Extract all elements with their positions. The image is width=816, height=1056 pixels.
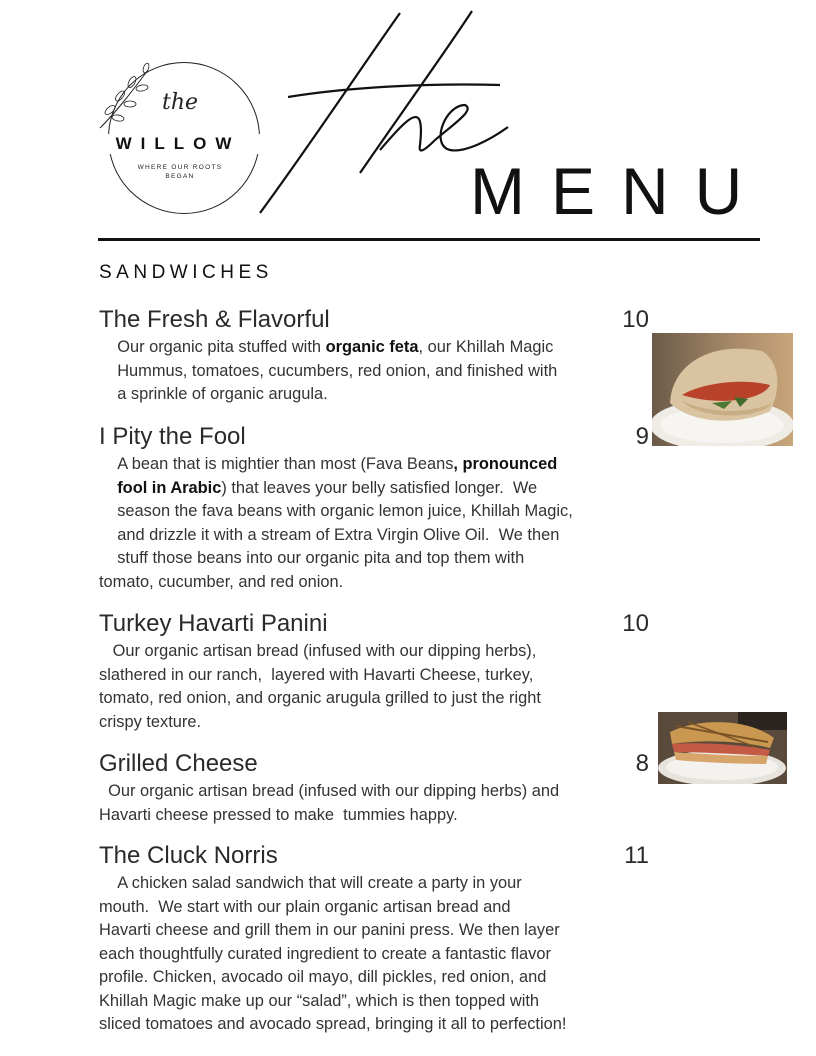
item-name: The Cluck Norris	[99, 842, 278, 869]
item-price: 10	[622, 610, 649, 637]
item-price: 11	[624, 842, 649, 869]
menu-item-grilled-cheese	[99, 751, 649, 827]
pita-sandwich-photo	[652, 333, 793, 446]
menu-item-i-pity-the-fool	[99, 424, 649, 594]
menu-title: MENU	[470, 154, 769, 228]
item-description: A chicken salad sandwich that will create a party in your mouth. We start with our plain organic artisan bread and Havarti cheese and grill them in our panini press. We then layer each thoughtfully curated ingredient to create a fantastic flavor profile. Chicken, avocado oil mayo, dill pickles, red onion, and Khillah Magic make up our “salad”, which is then topped with sliced tomatoes and avocado spread, bringing it all to perfection!	[99, 874, 567, 1033]
item-price: 10	[622, 306, 649, 333]
logo-tagline: WHERE OUR ROOTS BEGAN	[137, 164, 223, 180]
item-price: 8	[635, 750, 649, 777]
item-name: Turkey Havarti Panini	[99, 610, 328, 637]
willow-logo	[88, 60, 268, 220]
panini-photo	[658, 712, 787, 784]
item-name: The Fresh & Flavorful	[99, 306, 330, 333]
logo-script-word: the	[162, 90, 199, 115]
item-description: Our organic artisan bread (infused with our dipping herbs) and Havarti cheese pressed to make tummies happy.	[99, 782, 560, 824]
menu-item-cluck-norris	[99, 843, 649, 1037]
item-description: Our organic artisan bread (infused with our dipping herbs), slathered in our ranch, layered with Havarti Cheese, turkey, tomato, red onion, and organic arugula grilled to just the right crispy texture.	[99, 642, 541, 731]
item-name: I Pity the Fool	[99, 423, 246, 450]
logo-brand-name: WILLOW	[90, 134, 266, 154]
section-title-sandwiches: SANDWICHES	[99, 262, 273, 283]
menu-item-fresh-flavorful	[99, 307, 649, 407]
item-name: Grilled Cheese	[99, 750, 258, 777]
header-divider	[98, 238, 760, 241]
menu-item-turkey-havarti-panini	[99, 611, 649, 734]
item-description: A bean that is mightier than most (Fava Beans, pronounced fool in Arabic) that leaves your belly satisfied longer. We season the fava beans with organic lemon juice, Khillah Magic, and drizzle it with a stream of Extra Virgin Olive Oil. We then stuff those beans into our organic pita and top them with tomato, cucumber, and red onion.	[99, 455, 573, 591]
item-price: 9	[635, 423, 649, 450]
item-description: Our organic pita stuffed with organic feta, our Khillah Magic Hummus, tomatoes, cucumbers, red onion, and finished with a sprinkle of organic arugula.	[99, 338, 558, 403]
